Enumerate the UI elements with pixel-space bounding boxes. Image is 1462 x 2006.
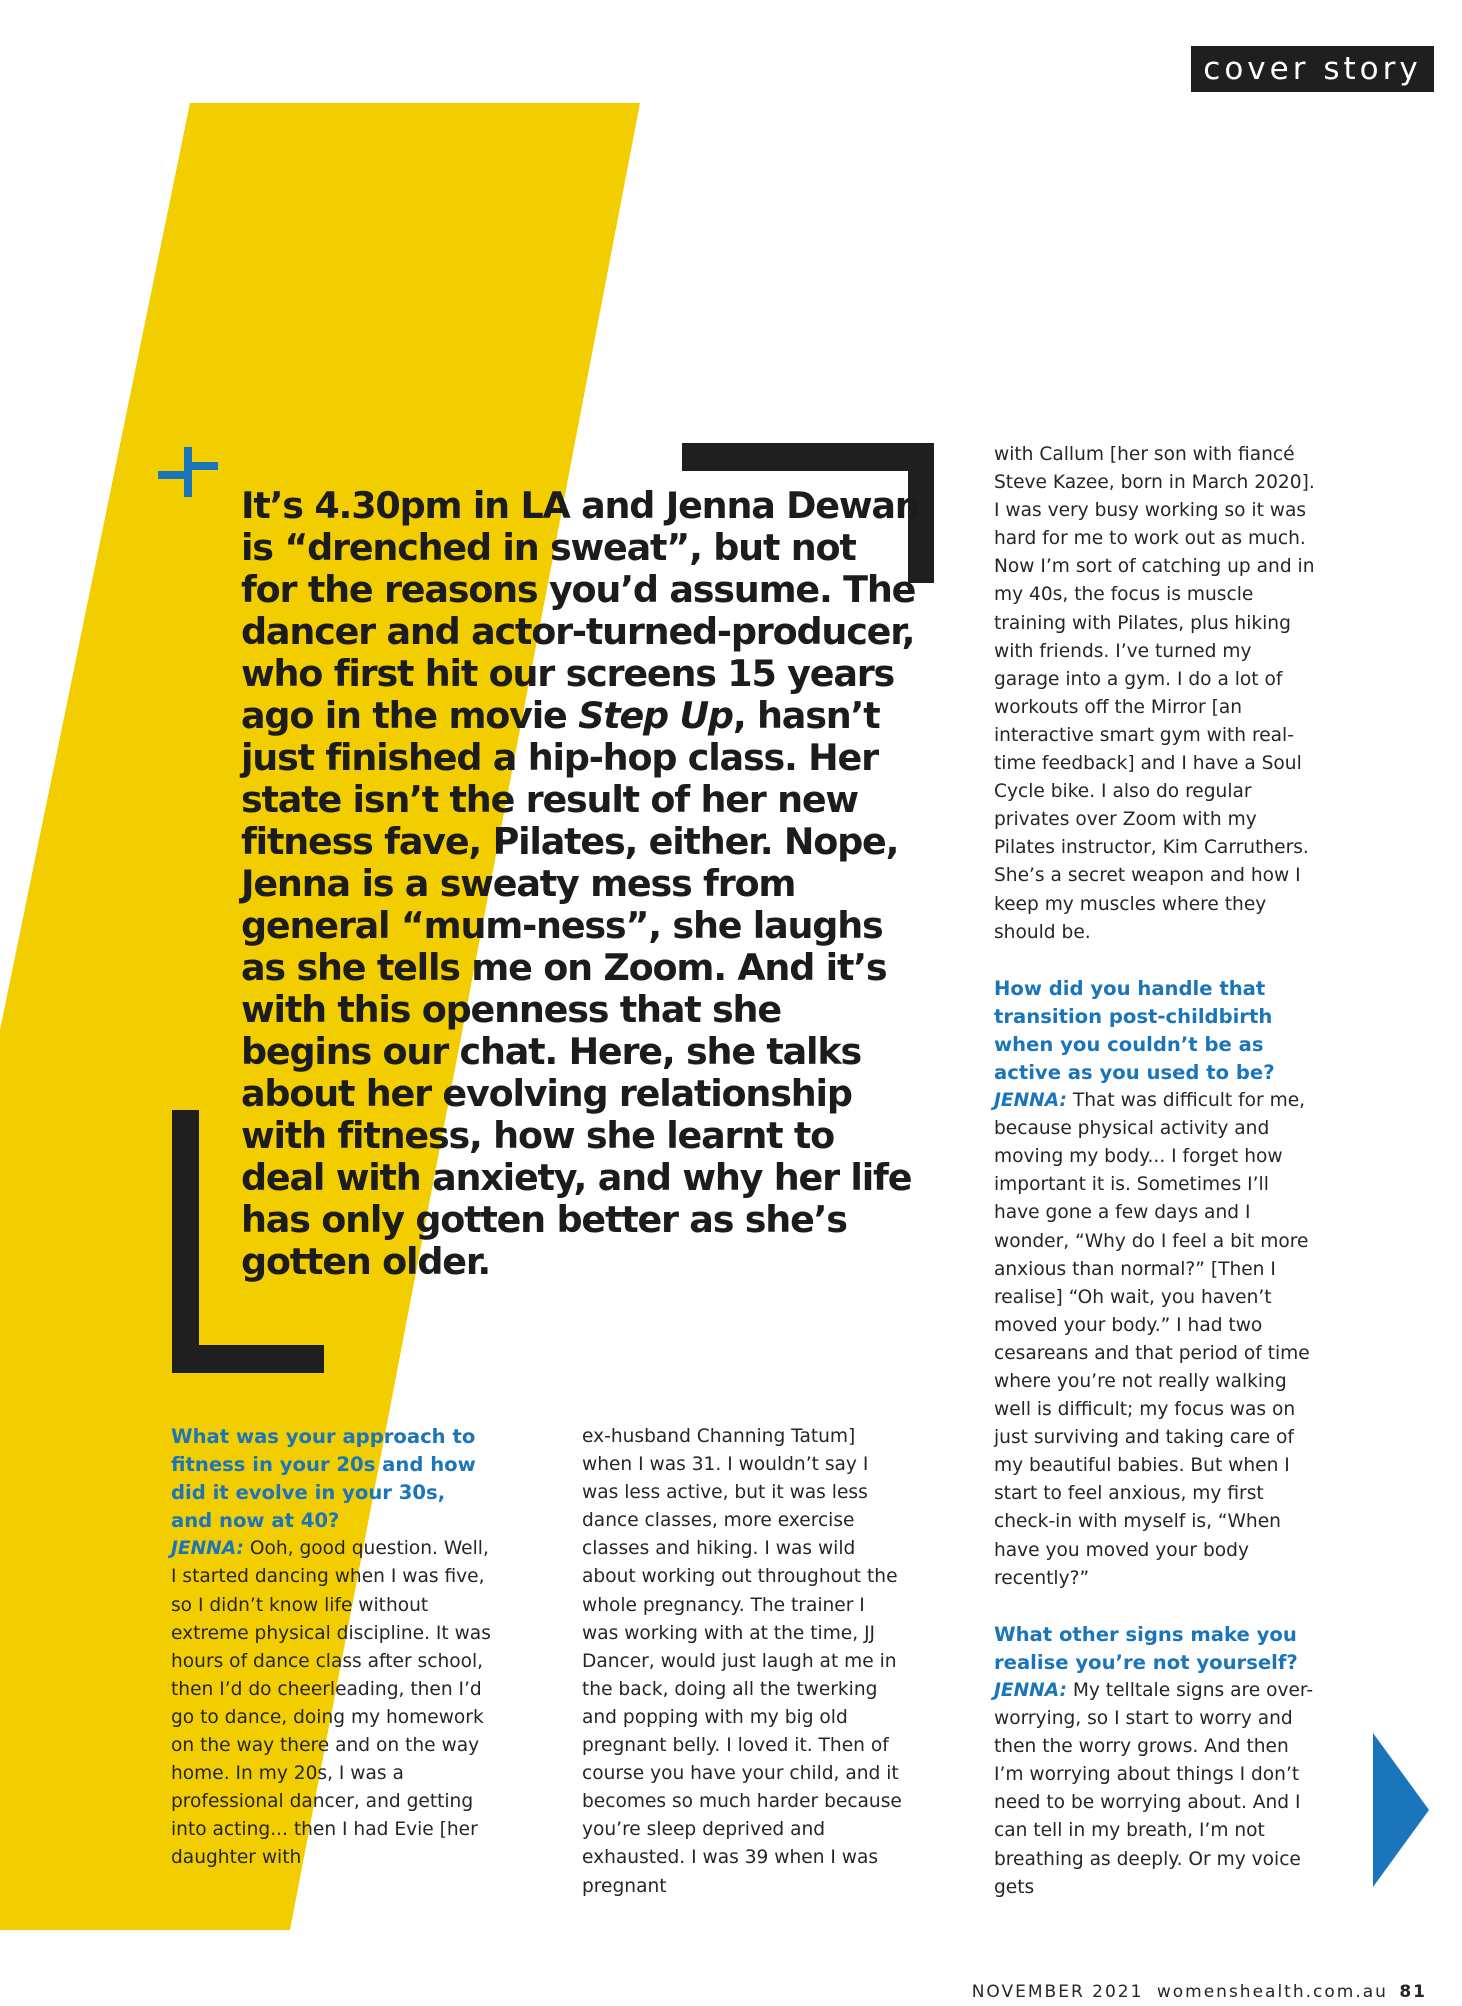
answer-3: JENNA: My telltale signs are over-worrying, so I start to worry and then the worry grows. And then I’m worrying about things I don’t need to be worrying about. And I can tell in my breath, I’m not breathing as deeply. Or my voice gets bbox=[994, 1679, 1314, 1898]
section-tag: cover story bbox=[1191, 46, 1434, 92]
answer-1-part-3: with Callum [her son with fiancé Steve Kazee, born in March 2020]. I was very busy working so it was hard for me to work out as much. Now I’m sort of catching up and in my 40s, the focus is muscle training with Pilates, plus hiking with friends. I’ve turned my garage into a gym. I do a lot of workouts off the Mirror [an interactive smart gym with real-time feedback] and I have a Soul Cycle bike. I also do regular privates over Zoom with my Pilates instructor, Kim Carruthers. She’s a secret weapon and how I keep my muscles where they should be. bbox=[994, 444, 1315, 943]
standfirst: It’s 4.30pm in LA and Jenna Dewan is “drenched in sweat”, but not for the reasons you’d assume. The dancer and actor-turned-producer, who first hit our screens 15 years ago in the movie Step Up, hasn’t just finished a hip-hop class. Her state isn’t the result of her new fitness fave, Pilates, either. Nope, Jenna is a sweaty mess from general “mum-ness”, she laughs as she tells me on Zoom. And it’s with this openness that she begins our chat. Here, she talks about her evolving relationship with fitness, how she learnt to deal with anxiety, and why her life has only gotten better as she’s gotten older. bbox=[241, 484, 920, 1283]
column-1 bbox=[171, 1423, 491, 1873]
answer-1-part-1: JENNA: Ooh, good question. Well, I started dancing when I was five, so I didn’t know life without extreme physical discipline. It was hours of dance class after school, then I’d do cheerleading, then I’d go to dance, doing my homework on the way there and on the way home. In my 20s, I was a professional dancer, and getting into acting... then I had Evie [her daughter with bbox=[171, 1538, 491, 1869]
answer-1-part-2: ex-husband Channing Tatum] when I was 31. I wouldn’t say I was less active, but it was less dance classes, more exercise classes and hiking. I was wild about working out throughout the whole pregnancy. The trainer I was working with at the time, JJ Dancer, would just laugh at me in the back, doing all the twerking and popping with my big old pregnant belly. I loved it. Then of course you have your child, and it becomes so much harder because you’re sleep deprived and exhausted. I was 39 when I was pregnant bbox=[582, 1426, 902, 1897]
film-title: Step Up bbox=[578, 694, 733, 737]
column-3 bbox=[994, 441, 1319, 1902]
question-1: What was your approach to fitness in your 20s and how did it evolve in your 30s, and now at 40? bbox=[171, 1425, 476, 1533]
column-2 bbox=[582, 1423, 902, 1901]
website: womenshealth.com.au bbox=[1156, 1982, 1388, 2002]
next-arrow-icon bbox=[1373, 1733, 1429, 1887]
answer-2: JENNA: That was difficult for me, because physical activity and moving my body... I forget how important it is. Sometimes I’ll have gone a few days and I wonder, “Why do I feel a bit more anxious than normal?” [Then I realise] “Oh wait, you haven’t moved your body.” I had two cesareans and that period of time where you’re not really walking well is difficult; my focus was on just surviving and taking care of my beautiful babies. But when I start to feel anxious, my first check-in with myself is, “When have you moved your body recently?” bbox=[994, 1090, 1310, 1589]
question-3: What other signs make you realise you’re not yourself? bbox=[994, 1622, 1298, 1674]
issue-date: NOVEMBER 2021 bbox=[971, 1982, 1144, 2002]
page-number: 81 bbox=[1399, 1982, 1427, 2002]
question-2: How did you handle that transition post-childbirth when you couldn’t be as active as you used to be? bbox=[994, 976, 1275, 1084]
page-footer bbox=[972, 1982, 1427, 2006]
